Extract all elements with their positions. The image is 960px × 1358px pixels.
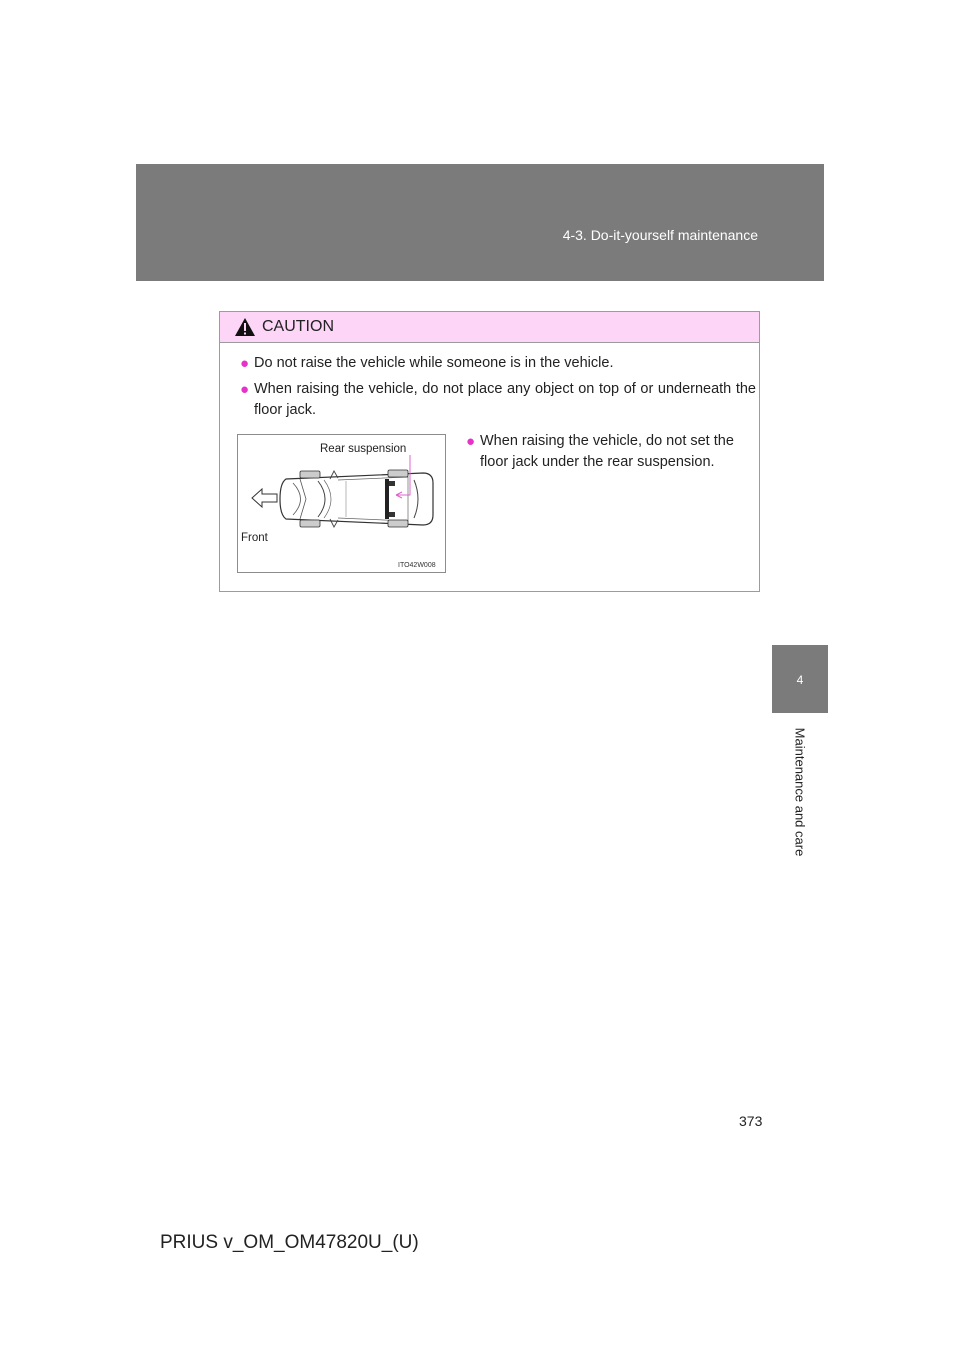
bullet-dot-icon: ●: [240, 381, 250, 398]
vehicle-jacking-figure: [237, 434, 446, 573]
caution-bullet: [240, 353, 745, 374]
front-label: Front: [241, 532, 268, 544]
caution-bullet: [240, 379, 756, 421]
figure-code: ITO42W008: [398, 562, 436, 569]
warning-triangle-icon: [234, 317, 256, 337]
chapter-number: 4: [796, 673, 804, 687]
caution-box: [219, 311, 760, 592]
chapter-tab: [772, 645, 828, 713]
caution-bullet-text: When raising the vehicle, do not set the floor jack under the rear suspension.: [480, 433, 734, 470]
page-number: 373: [739, 1113, 763, 1129]
rear-suspension-label: Rear suspension: [320, 443, 407, 455]
caution-title: CAUTION: [262, 318, 334, 335]
bullet-dot-icon: ●: [240, 355, 250, 372]
caution-bullet-text: Do not raise the vehicle while someone is in the vehicle.: [254, 355, 614, 371]
section-title: 4-3. Do-it-yourself maintenance: [562, 227, 758, 243]
header-band: [136, 164, 824, 281]
caution-bullet: [466, 431, 752, 473]
bullet-dot-icon: ●: [466, 433, 476, 450]
document-id: PRIUS v_OM_OM47820U_(U): [160, 1232, 419, 1253]
chapter-label: Maintenance and care: [792, 727, 808, 857]
vehicle-top-view-icon: [238, 435, 445, 572]
caution-header: [220, 312, 759, 343]
caution-bullet-text: When raising the vehicle, do not place any object on top of or underneath the floor jack.: [254, 381, 756, 418]
